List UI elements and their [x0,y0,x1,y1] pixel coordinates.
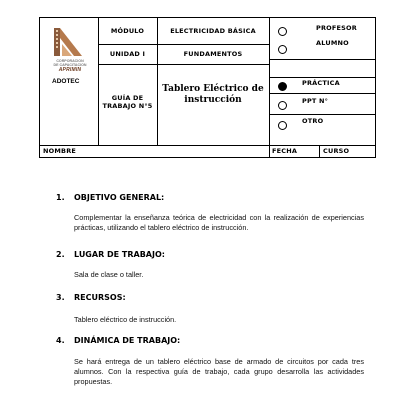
logo-brand: APRIMIN [58,67,82,73]
section-1-body: Complementar la enseñanza teórica de electricidad con la realización de experiencias prácticas, utilizando el tablero eléctrico de instrucción. [74,213,364,232]
otro-label: OTRO [302,117,324,125]
unidad-label: UNIDAD I [109,50,146,58]
ppt-radio[interactable] [278,101,287,110]
guia-title [157,84,269,106]
guia-label-line2: TRABAJO N°5 [102,102,153,110]
section-3-number: 3. [56,293,65,302]
guia-title-line2: instrucción [184,95,242,105]
logo-org-text [48,59,92,67]
fecha-label: FECHA [272,147,298,155]
logo-org-line2: DE CAPACITACION [53,63,87,67]
otro-radio[interactable] [278,121,287,130]
unidad-value: FUNDAMENTOS [183,50,243,58]
logo-org-line1: CORPORACION [56,59,84,63]
header-form-table [39,17,376,158]
practica-radio[interactable] [278,82,287,91]
guia-label [98,94,157,110]
profesor-label: PROFESOR [316,24,357,32]
guia-title-line1: Tablero Eléctrico de [162,84,264,94]
section-3-body: Tablero eléctrico de instrucción. [74,315,177,324]
alumno-label: ALUMNO [316,39,349,47]
section-2-heading: LUGAR DE TRABAJO: [74,250,165,259]
section-4-body: Se hará entrega de un tablero eléctrico base de armado de circuitos por cada tres alumnos. Con la respectiva guía de trabajo, cada grupo desarrolla las actividades propuestas. [74,357,364,386]
modulo-value: ELECTRICIDAD BÁSICA [170,27,256,35]
section-1-heading: OBJETIVO GENERAL: [74,193,165,202]
guia-label-line1: GUÍA DE [111,94,144,102]
ppt-label: PPT N° [302,97,329,105]
alumno-radio[interactable] [278,45,287,54]
aprimin-logo-icon [52,24,86,58]
section-3-heading: RECURSOS: [74,293,126,302]
practica-label: PRÁCTICA [302,79,340,87]
modulo-label: MÓDULO [110,27,145,35]
curso-label: CURSO [323,147,350,155]
section-4-number: 4. [56,336,65,345]
logo-unit: ADOTEC [52,78,80,85]
section-1-number: 1. [56,193,65,202]
section-4-heading: DINÁMICA DE TRABAJO: [74,336,181,345]
profesor-radio[interactable] [278,27,287,36]
nombre-label: NOMBRE [43,147,77,155]
section-2-body: Sala de clase o taller. [74,270,144,279]
section-2-number: 2. [56,250,65,259]
